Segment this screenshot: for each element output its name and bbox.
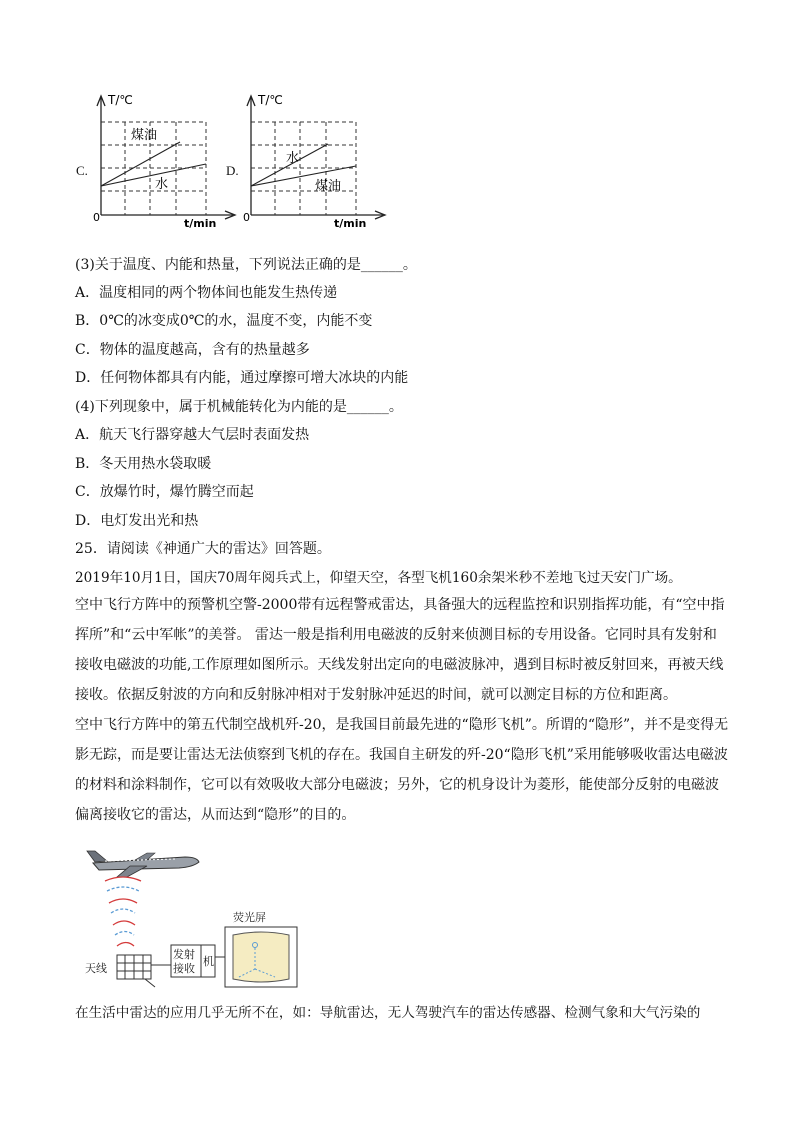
machine-label: 机 xyxy=(203,955,214,968)
transmitter-label: 发射 xyxy=(173,948,195,961)
graph-c-ylabel: T/℃ xyxy=(108,93,133,107)
q25-last-line: 在生活中雷达的应用几乎无所不在，如：导航雷达，无人驾驶汽车的雷达传感器、检测气象和大气污染的 xyxy=(75,1005,701,1021)
graph-c-lower-label: 水 xyxy=(155,177,169,192)
graph-c-line-lower xyxy=(101,164,206,186)
q3-option-c: C．物体的温度越高，含有的热量越多 xyxy=(75,342,310,358)
option-c-label: C. xyxy=(76,163,88,178)
q25-title: 25．请阅读《神通广大的雷达》回答题。 xyxy=(75,541,331,557)
graph-d-upper-label: 水 xyxy=(286,151,300,166)
radar-waves xyxy=(105,877,141,946)
airplane-icon xyxy=(87,851,199,877)
graph-c-axes xyxy=(97,96,235,219)
q25-paragraph-2: 空中飞行方阵中的第五代制空战机歼-20，是我国目前最先进的“隐形飞机”。所谓的“隐形”，并不是变得无影无踪，而是要让雷达无法侦察到飞机的存在。我国自主研发的歼-20“隐形飞机”采用能够吸收雷达电磁波的材料和涂料制作，它可以有效吸收大部分电磁波；另外，它的机身设计为菱形，能使部分反射的电磁波偏离接收它的雷达，从而达到“隐形”的目的。 xyxy=(75,717,729,823)
q3-option-b: B．0℃的冰变成0℃的水，温度不变，内能不变 xyxy=(75,313,373,329)
graph-c-origin: 0 xyxy=(93,211,100,224)
graph-d-axes xyxy=(247,96,385,219)
q4-option-a: A．航天飞行器穿越大气层时表面发热 xyxy=(75,427,310,443)
graph-c-xlabel: t/min xyxy=(184,217,217,230)
q4-option-c: C．放爆竹时，爆竹腾空而起 xyxy=(75,484,254,500)
q4-stem: (4)下列现象中，属于机械能转化为内能的是______。 xyxy=(75,399,403,415)
graph-d-ylabel: T/℃ xyxy=(258,93,283,107)
radar-diagram xyxy=(75,845,315,995)
fluorescent-screen xyxy=(233,932,289,982)
antenna-label: 天线 xyxy=(85,962,107,975)
q3-option-d: D．任何物体都具有内能，通过摩擦可增大冰块的内能 xyxy=(75,370,409,386)
q25-line1: 2019年10月1日，国庆70周年阅兵式上，仰望天空，各型飞机160余架米秒不差地飞过天安门广场。 xyxy=(75,570,682,586)
q3-option-a: A．温度相同的两个物体间也能发生热传递 xyxy=(75,285,338,301)
graph-d-origin: 0 xyxy=(243,211,250,224)
graph-d xyxy=(238,90,388,230)
graph-d-lower-label: 煤油 xyxy=(315,179,342,194)
antenna-icon xyxy=(117,955,155,987)
graph-c xyxy=(88,90,238,230)
graph-c-line-upper xyxy=(101,142,180,186)
q4-option-b: B．冬天用热水袋取暖 xyxy=(75,456,212,472)
graph-d-xlabel: t/min xyxy=(334,217,367,230)
receiver-label: 接收 xyxy=(173,962,195,975)
q25-paragraph-1: 空中飞行方阵中的预警机空警-2000带有远程警戒雷达，具备强大的远程监控和识别指挥功能，有“空中指挥所”和“云中军帐”的美誉。 雷达一般是指利用电磁波的反射来侦测目标的专用设备。它同时具有发射和接收电磁波的功能,工作原理如图所示。天线发射出定向的电磁波脉冲，遇到目标时被反射回来，再被天线接收。依据反射波的方向和反射脉冲相对于发射脉冲延迟的时间，就可以测定目标的方位和距离。 xyxy=(75,597,725,703)
screen-label: 荧光屏 xyxy=(233,911,266,924)
q3-stem: (3)关于温度、内能和热量，下列说法正确的是______。 xyxy=(75,257,417,273)
option-d-label: D. xyxy=(226,163,239,178)
q4-option-d: D．电灯发出光和热 xyxy=(75,513,199,529)
graph-c-upper-label: 煤油 xyxy=(131,128,158,143)
